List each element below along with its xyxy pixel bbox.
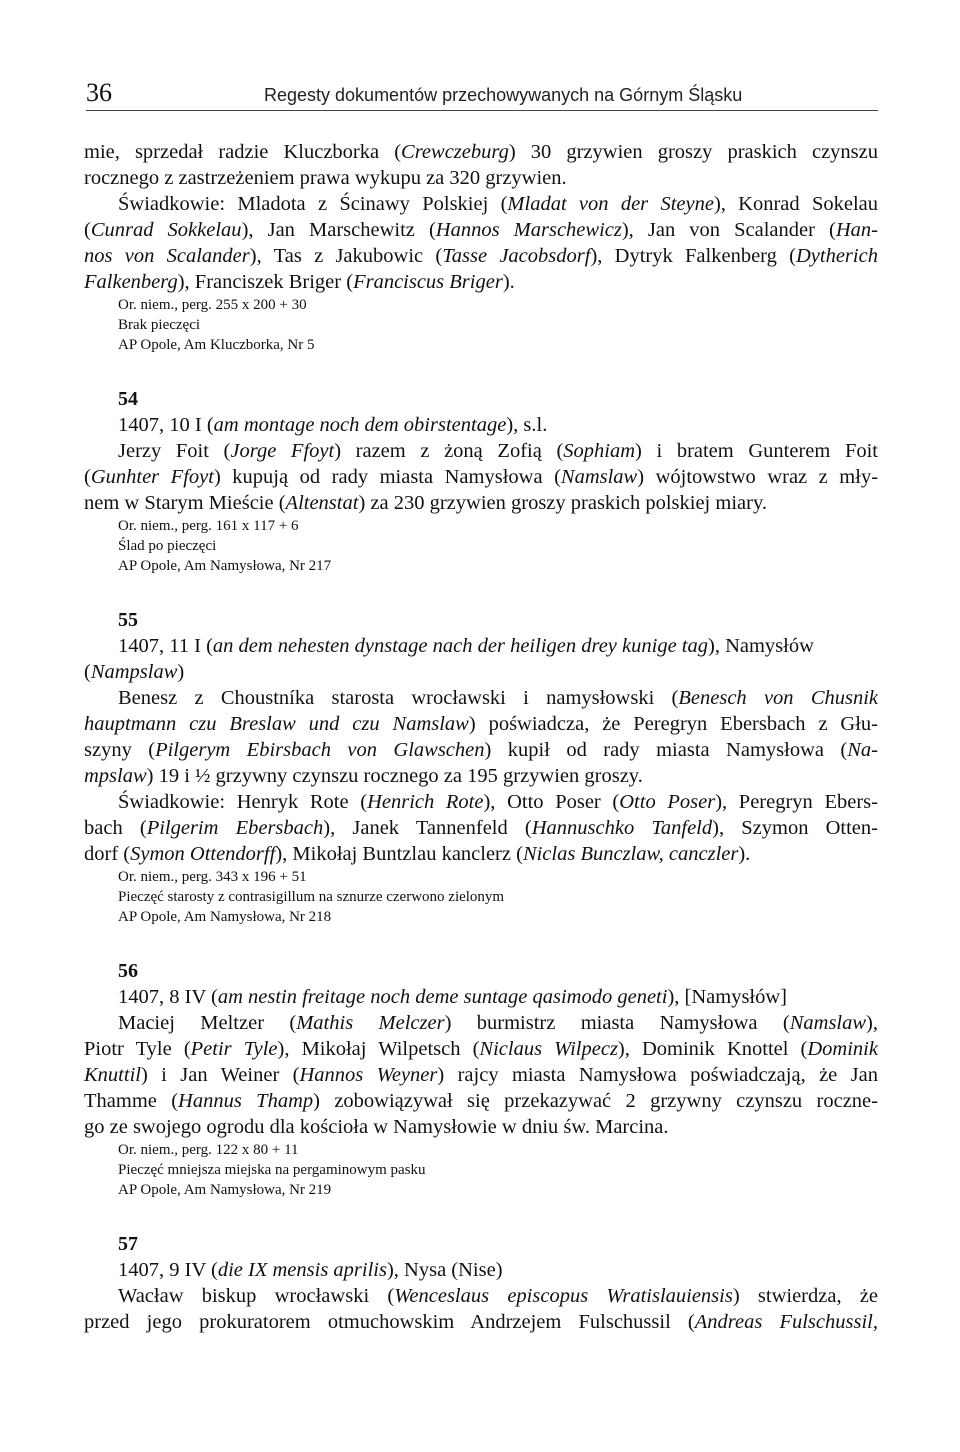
entry-date: 1407, 9 IV (die IX mensis aprilis), Nysa (Nise): [118, 1259, 503, 1281]
entry-number: 56: [118, 960, 138, 982]
entry-57: [84, 1231, 878, 1335]
entry-place: (Nampslaw): [84, 661, 185, 683]
archive-reference: AP Opole, Am Namysłowa, Nr 217: [118, 558, 332, 574]
archive-reference: AP Opole, Am Namysłowa, Nr 219: [118, 1182, 332, 1198]
entry-number: 55: [118, 609, 138, 631]
entry-54: [84, 386, 878, 576]
running-header: [86, 78, 878, 112]
entry-date: 1407, 11 I (an dem nehesten dynstage nach der heiligen drey kunige tag), Namysłów: [118, 635, 814, 657]
text-line: go ze swojego ogrodu dla kościoła w Namysłowie w dniu św. Marcina.: [84, 1116, 669, 1138]
original-note: Or. niem., perg. 122 x 80 + 11: [118, 1142, 299, 1158]
original-note: Or. niem., perg. 343 x 196 + 51: [118, 869, 307, 885]
text-line: Świadkowie: Henryk Rote (Henrich Rote), Otto Poser (Otto Poser), Peregryn Ebers-: [118, 791, 878, 813]
text-line: Jerzy Foit (Jorge Ffoyt) razem z żoną Zofią (Sophiam) i bratem Gunterem Foit: [118, 440, 879, 462]
original-note: Or. niem., perg. 161 x 117 + 6: [118, 518, 299, 534]
header-rule: [86, 110, 878, 111]
text-line: hauptmann czu Breslaw und czu Namslaw) poświadcza, że Peregryn Ebersbach z Głu-: [84, 713, 879, 735]
text-line: (Cunrad Sokkelau), Jan Marschewitz (Hannos Marschewicz), Jan von Scalander (Han-: [84, 219, 878, 241]
text-line: dorf (Symon Ottendorff), Mikołaj Buntzlau kanclerz (Niclas Bunczlaw, canczler).: [84, 843, 751, 865]
seal-note: Brak pieczęci: [118, 317, 201, 333]
page-number: 36: [86, 78, 112, 107]
text-line: bach (Pilgerim Ebersbach), Janek Tannenfeld (Hannuschko Tanfeld), Szymon Otten-: [84, 817, 878, 839]
text-line: rocznego z zastrzeżeniem prawa wykupu za 320 grzywien.: [84, 167, 567, 189]
archive-reference: AP Opole, Am Kluczborka, Nr 5: [118, 337, 315, 353]
text-line: Knuttil) i Jan Weiner (Hannos Weyner) rajcy miasta Namysłowa poświadczają, że Jan: [84, 1064, 878, 1086]
text-line: Falkenberg), Franciszek Briger (Franciscus Briger).: [84, 271, 515, 293]
seal-note: Pieczęć starosty z contrasigillum na sznurze czerwono zielonym: [118, 889, 505, 905]
entry-number: 54: [118, 388, 138, 410]
page-body: [84, 139, 878, 1335]
entry-date: 1407, 10 I (am montage noch dem obirstentage), s.l.: [118, 414, 548, 436]
text-line: nos von Scalander), Tas z Jakubowic (Tasse Jacobsdorf), Dytryk Falkenberg (Dytherich: [84, 245, 878, 267]
running-title: Regesty dokumentów przechowywanych na Górnym Śląsku: [264, 85, 743, 105]
text-line: Maciej Meltzer (Mathis Melczer) burmistrz miasta Namysłowa (Namslaw),: [118, 1012, 878, 1034]
entry-55: [84, 607, 878, 927]
entry-date: 1407, 8 IV (am nestin freitage noch deme suntage qasimodo geneti), [Namysłów]: [118, 986, 787, 1008]
entry-continuation: [84, 139, 878, 355]
original-note: Or. niem., perg. 255 x 200 + 30: [118, 297, 307, 313]
seal-note: Pieczęć mniejsza miejska na pergaminowym pasku: [118, 1162, 426, 1178]
seal-note: Ślad po pieczęci: [118, 538, 217, 554]
text-line: Świadkowie: Mladota z Ścinawy Polskiej (Mladat von der Steyne), Konrad Sokelau: [118, 193, 878, 215]
text-line: (Gunhter Ffoyt) kupują od rady miasta Namysłowa (Namslaw) wójtowstwo wraz z mły-: [84, 466, 879, 488]
text-line: mie, sprzedał radzie Kluczborka (Crewczeburg) 30 grzywien groszy praskich czynszu: [84, 141, 878, 163]
text-line: Benesz z Choustníka starosta wrocławski i namysłowski (Benesch von Chusnik: [118, 687, 879, 709]
text-line: szyny (Pilgerym Ebirsbach von Glawschen) kupił od rady miasta Namysłowa (Na-: [84, 739, 878, 761]
text-line: mpslaw) 19 i ½ grzywny czynszu rocznego za 195 grzywien groszy.: [84, 765, 643, 787]
entry-56: [84, 958, 878, 1200]
text-line: przed jego prokuratorem otmuchowskim Andrzejem Fulschussil (Andreas Fulschussil,: [84, 1311, 878, 1333]
text-line: nem w Starym Mieście (Altenstat) za 230 grzywien groszy praskich polskiej miary.: [84, 492, 767, 514]
text-line: Wacław biskup wrocławski (Wenceslaus episcopus Wratislauiensis) stwierdza, że: [118, 1285, 878, 1307]
text-line: Piotr Tyle (Petir Tyle), Mikołaj Wilpetsch (Niclaus Wilpecz), Dominik Knottel (Dominik: [84, 1038, 878, 1060]
text-line: Thamme (Hannus Thamp) zobowiązywał się przekazywać 2 grzywny czynszu roczne-: [84, 1090, 878, 1112]
entry-number: 57: [118, 1233, 138, 1255]
archive-reference: AP Opole, Am Namysłowa, Nr 218: [118, 909, 332, 925]
